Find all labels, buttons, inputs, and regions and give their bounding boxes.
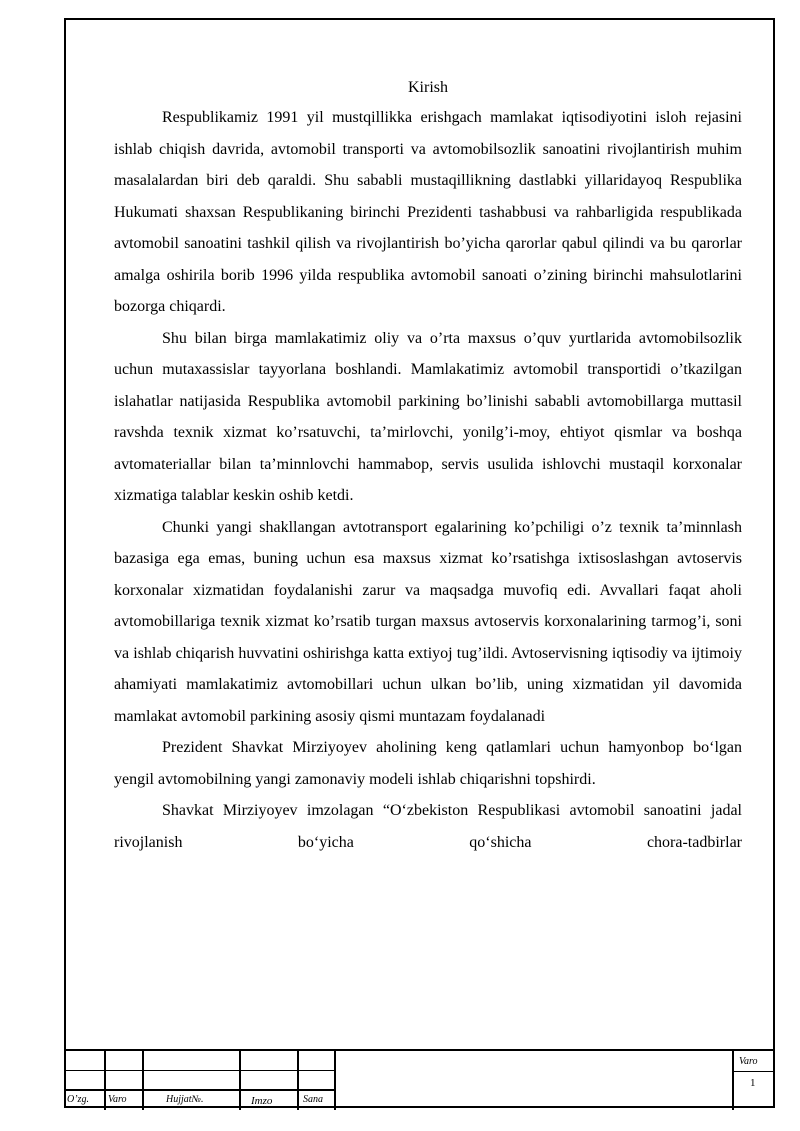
document-title: Kirish [408, 79, 448, 96]
paragraph-1: Respublikamiz 1991 yil mustqillikka erishgach mamlakat iqtisodiyotini isloh rejasini ishlab chiqish davrida, avtomobil transporti va avtomobilsozlik sanoatini rivojlantirish muhim masalalardan biri deb qaraldi. Shu sababli mustaqillikning dastlabki yillaridayoq Respublika Hukumati shaxsan Respublikaning birinchi Prezidenti tashabbusi va rahbarligida respublikada avtomobil sanoatini tashkil qilish va rivojlantirish bo’yicha qarorlar qabul qilindi va bu qarorlar amalga oshirila borib 1996 yilda respublika avtomobil sanoati o’zining birinchi mahsulotlarini bozorga chiqardi. [114, 109, 742, 315]
document-body [114, 74, 742, 858]
stamp-document-label: Hujjat№. [166, 1094, 204, 1105]
stamp-changes-label: O’zg. [67, 1094, 89, 1105]
paragraph-2: Shu bilan birga mamlakatimiz oliy va o’rta maxsus o’quv yurtlarida avtomobilsozlik uchun mutaxassislar tayyorlana boshlandi. Mamlakatimiz avtomobil transportidi o’tkazilgan islahatlar natijasida Respublika avtomobil parkining bo’linishi sababli avtomobillarga muttasil ravshda texnik xizmat ko’rsatuvchi, ta’mirlovchi, yonilg’i-moy, ehtiyot qismlar va boshqa avtomateriallar bilan ta’minnlovchi hammabop, servis usulida ishlovchi mustaqil korxonalar xizmatiga talablar keskin oshib ketdi. [114, 329, 742, 504]
stamp-date-label: Sana [303, 1094, 323, 1105]
paragraph-4: Prezident Shavkat Mirziyoyev aholining keng qatlamlari uchun hamyonbop bo‘lgan yengil avtomobilning yangi zamonaviy modeli ishlab chiqarishni topshirdi. [114, 739, 742, 788]
stamp-sheet-header: Varo [739, 1056, 758, 1067]
title-block-stamp [64, 1049, 775, 1108]
paragraph-5: Shavkat Mirziyoyev imzolagan “O‘zbekiston Respublikasi avtomobil sanoatini jadal rivojlanish bo‘yicha qo‘shicha chora-tadbirlar [114, 802, 742, 851]
page-number: 1 [750, 1077, 756, 1089]
stamp-signature-label: Imzo [251, 1095, 273, 1107]
paragraph-3: Chunki yangi shakllangan avtotransport egalarining ko’pchiligi o’z texnik ta’minnlash bazasiga ega emas, buning uchun esa maxsus xizmat ko’rsatishga ixtisoslashgan avtoservis korxonalar xizmatidan foydalanishi zarur va maqsadga muvofiq edi. Avvallari faqat aholi avtomobillariga texnik xizmat ko’rsatib turgan maxsus avtoservis korxonalarining tarmog’i, soni va ishlab chiqarish huvvatini oshirishga katta extiyoj tug’ildi. Avtoservisning iqtisodiy va ijtimoiy ahamiyati mamlakatimiz avtomobillari uchun ulkan bo’lib, uning xizmatidan yil davomida mamlakat avtomobil parkining asosiy qismi muntazam foydalanadi [114, 518, 742, 725]
stamp-sheet-label: Varo [108, 1094, 127, 1105]
